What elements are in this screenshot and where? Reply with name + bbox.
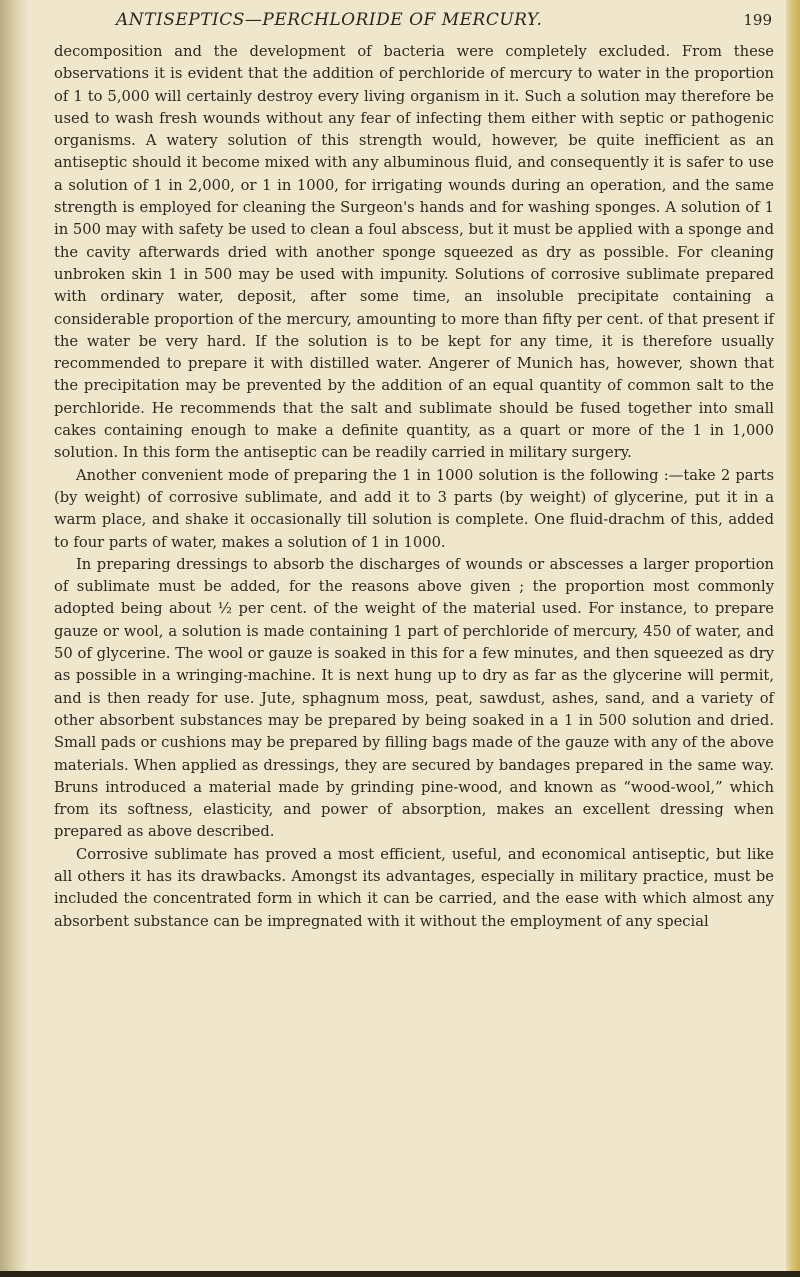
running-head-title: ANTISEPTICS—PERCHLORIDE OF MERCURY. xyxy=(116,10,543,30)
running-head xyxy=(58,10,772,34)
bottom-edge xyxy=(0,1271,800,1277)
paragraph-4: Corrosive sublimate has proved a most efficient, useful, and economical antiseptic, but like all others it has its drawbacks. Amongst its advantages, especially in military practice, must be included the concentrated form in which it can be carried, and the ease with which almost any absorbent substance can be impregnated with it without the employment of any special xyxy=(54,845,774,930)
body-text xyxy=(54,41,774,933)
binding-shadow xyxy=(0,0,28,1277)
paragraph-3: In preparing dressings to absorb the discharges of wounds or abscesses a larger proportion of sublimate must be added, for the reasons above given ; the proportion most commonly adopted being about ½ per cent. of the weight of the material used. For instance, to prepare gauze or wool, a solution is made containing 1 part of perchloride of mercury, 450 of water, and 50 of glycerine. The wool or gauze is soaked in this for a few minutes, and then squeezed as dry as possible in a wringing-machine. It is next hung up to dry as far as the glycerine will permit, and is then ready for use. Jute, sphagnum moss, peat, sawdust, ashes, sand, and a variety of other absorbent substances may be prepared by being soaked in a 1 in 500 solution and dried. Small pads or cushions may be prepared by filling bags made of the gauze with any of the above materials. When applied as dressings, they are secured by bandages prepared in the same way. Bruns introduced a material made by grinding pine-wood, and known as “wood-wool,” which from its softness, elasticity, and power of absorption, makes an excellent dressing when prepared as above described. xyxy=(54,555,774,841)
page-edge xyxy=(786,0,800,1277)
paragraph-2: Another convenient mode of preparing the 1 in 1000 solution is the following :—take 2 parts (by weight) of corrosive sublimate, and add it to 3 parts (by weight) of glycerine, put it in a warm place, and shake it occasionally till solution is complete. One fluid-drachm of this, added to four parts of water, makes a solution of 1 in 1000. xyxy=(54,466,774,551)
page-number: 199 xyxy=(743,11,772,29)
paragraph-1: decomposition and the development of bacteria were completely excluded. From these observations it is evident that the addition of perchloride of mercury to water in the proportion of 1 to 5,000 will certainly destroy every living organism in it. Such a solution may therefore be used to wash fresh wounds without any fear of infecting them either with septic or pathogenic organisms. A watery solution of this strength would, however, be quite inefficient as an antiseptic should it become mixed with any albuminous fluid, and consequently it is safer to use a solution of 1 in 2,000, or 1 in 1000, for irrigating wounds during an operation, and the same strength is employed for cleaning the Surgeon's hands and for washing sponges. A solution of 1 in 500 may with safety be used to clean a foul abscess, but it must be applied with a sponge and the cavity afterwards dried with another sponge squeezed as dry as possible. For cleaning unbroken skin 1 in 500 may be used with impunity. Solutions of corrosive sublimate prepared with ordinary water, deposit, after some time, an insoluble precipitate containing a considerable proportion of the mercury, amounting to more than fifty per cent. of that present if the water be very hard. If the solution is to be kept for any time, it is therefore usually recommended to prepare it with distilled water. Angerer of Munich has, however, shown that the precipitation may be prevented by the addition of an equal quantity of common salt to the perchloride. He recommends that the salt and sublimate should be fused together into small cakes containing enough to make a definite quantity, as a quart or more of the 1 in 1,000 solution. In this form the antiseptic can be readily carried in military surgery. xyxy=(54,43,774,462)
